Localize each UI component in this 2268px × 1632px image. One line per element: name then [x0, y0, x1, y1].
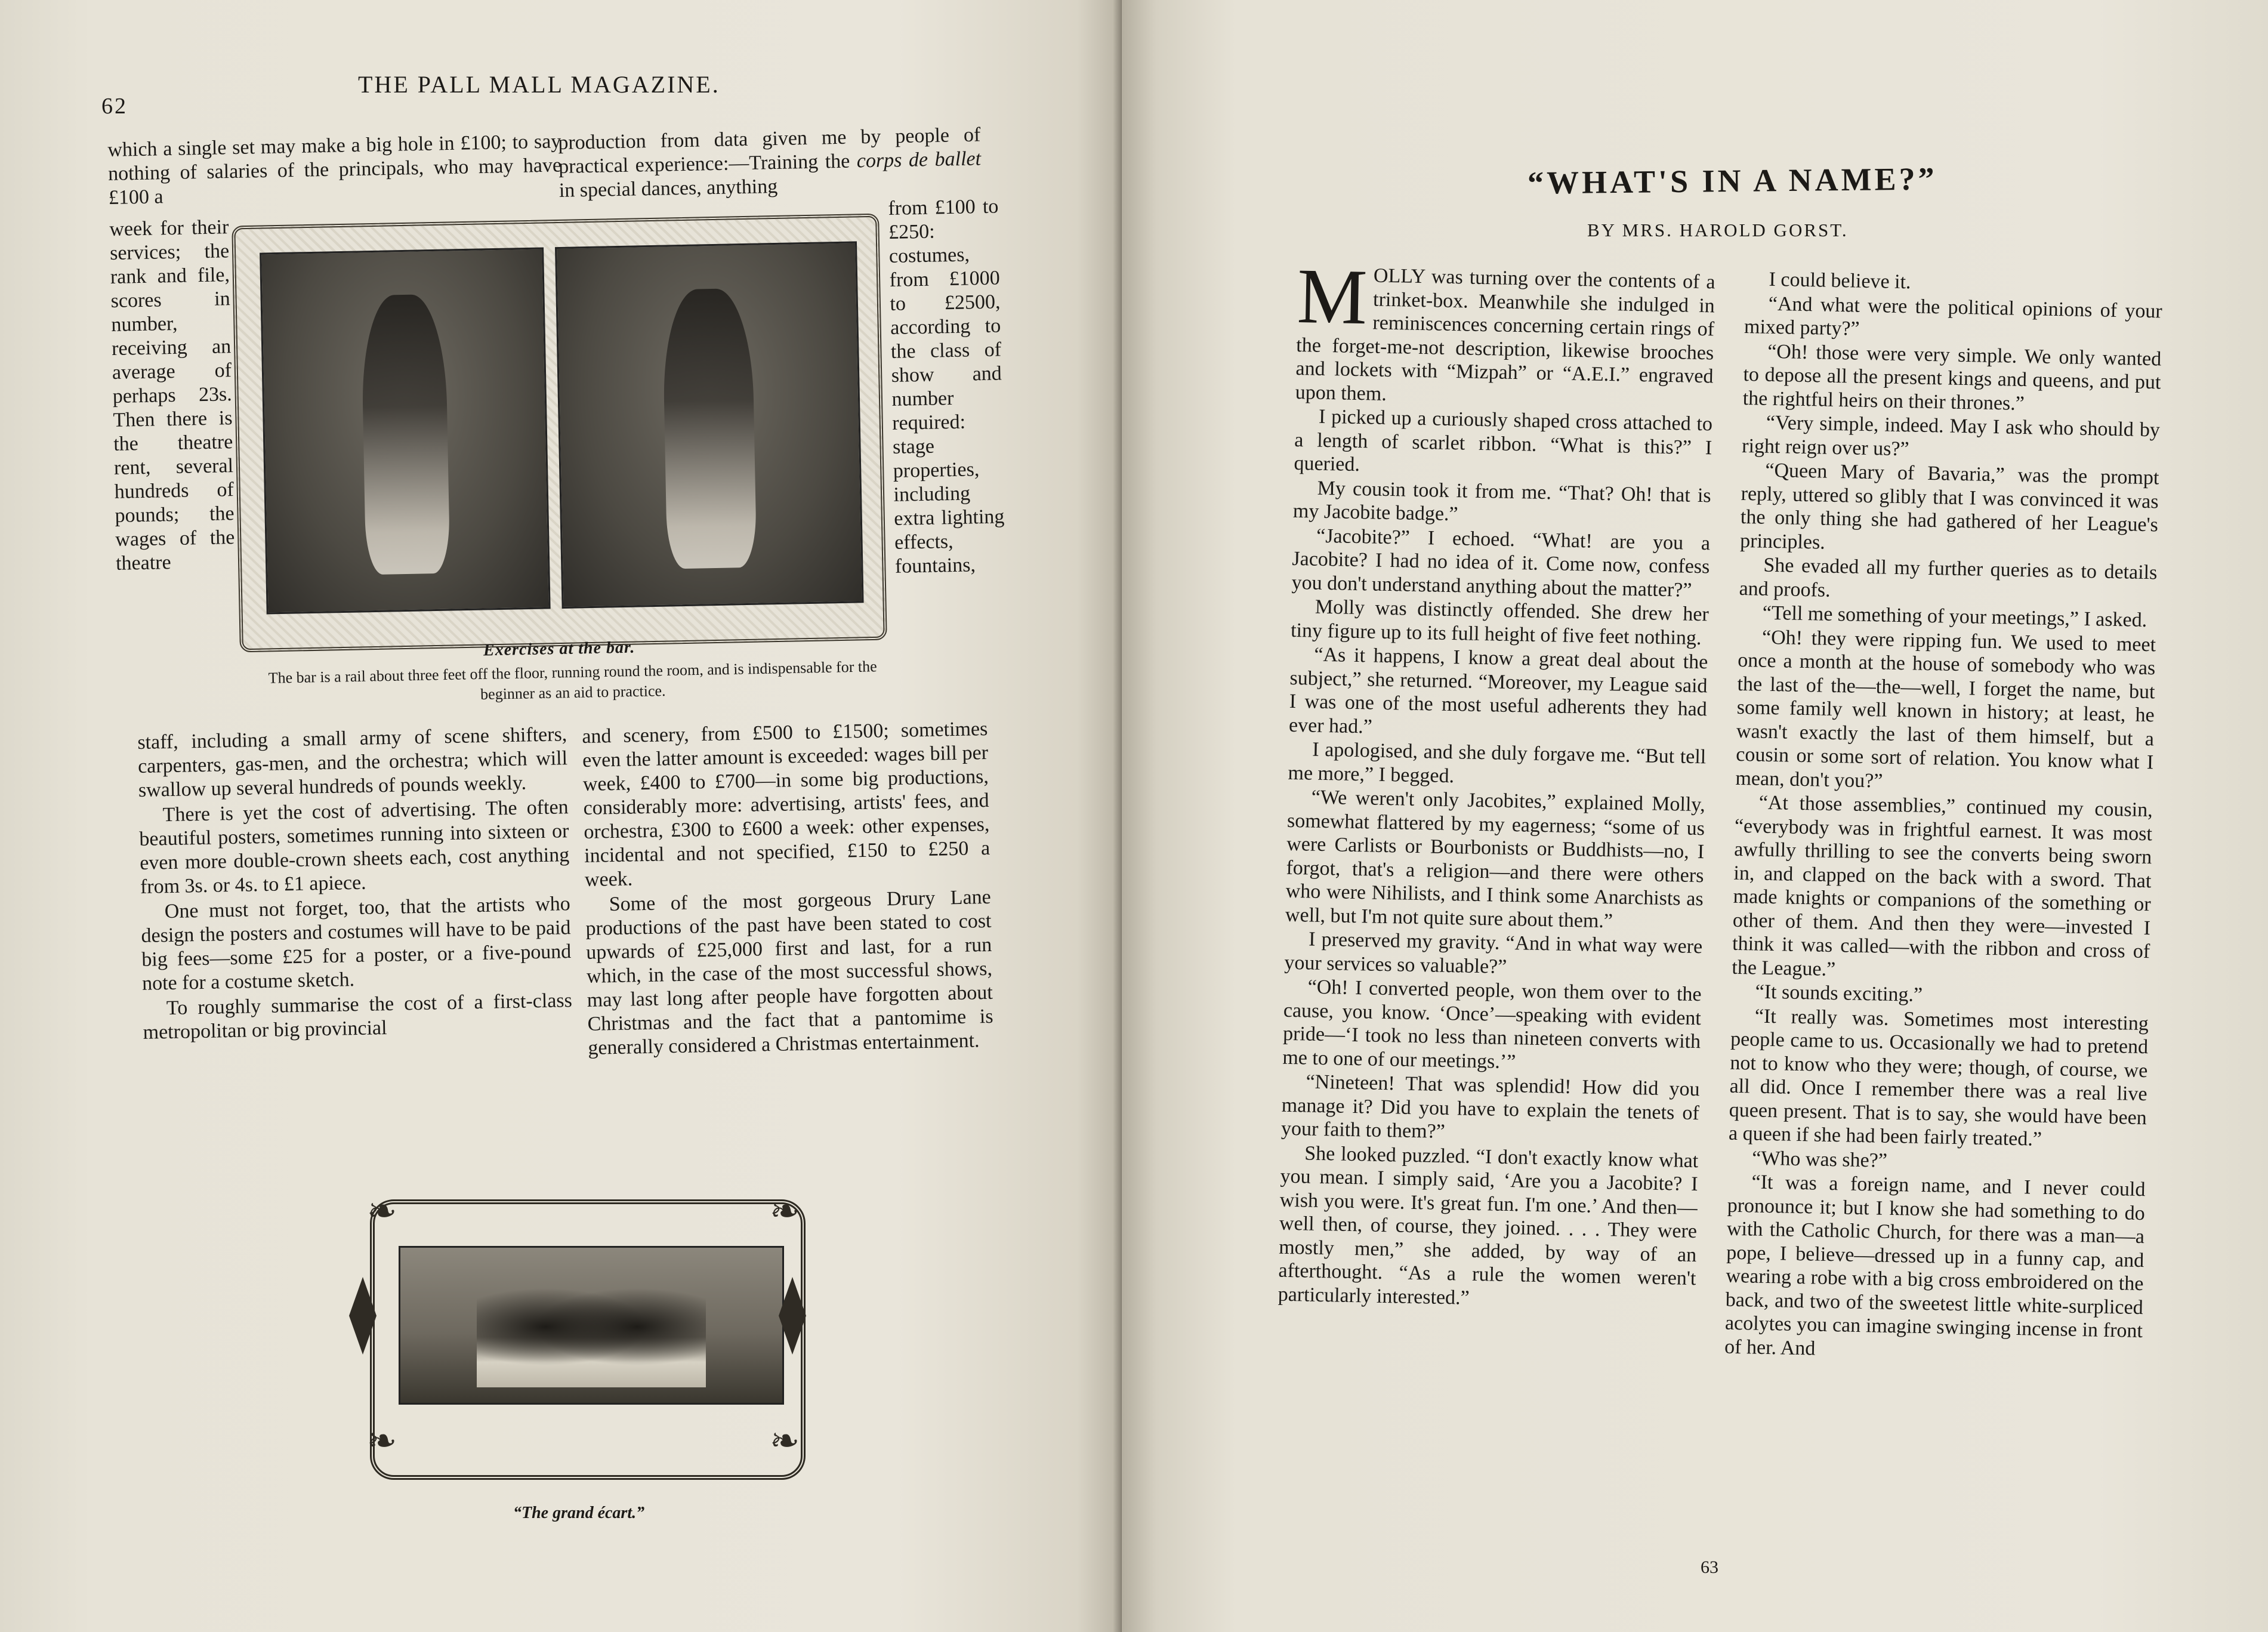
paragraph: My cousin took it from me. “That? Oh! that is my Jacobite badge.”: [1292, 477, 1711, 526]
dancer-figure: [360, 294, 450, 575]
paragraph: “As it happens, I know a great deal about the subject,” she returned. “Moreover, my League said I was one of the most useful adherents they had ever had.”: [1288, 643, 1708, 738]
exercise-photo-frame: [232, 214, 887, 653]
right-col2: [1724, 267, 2163, 1367]
dancers-figure: [477, 1287, 706, 1387]
right-col1: [1278, 252, 1715, 1315]
left-col1-bottom: [137, 723, 573, 1046]
paragraph: I picked up a curiously shaped cross attached to a length of scarlet ribbon. “What is this?” I queried.: [1294, 405, 1713, 476]
paragraph: She looked puzzled. “I don't exactly know what you mean. I simply said, ‘Are you a Jacobite? I wish you were. It's great fun. I'm one.’ And then—well then, of course, they joined. . . . They were mostly men,” she added, by way of an afterthought. “As a rule the women weren't particularly interested.”: [1278, 1142, 1699, 1309]
text-run: production from data given me by people of practical experience:—Training the: [558, 124, 981, 178]
left-col2-bottom: [582, 717, 994, 1062]
paragraph: which a single set may make a big hole in £100; to say nothing of salaries of the principals, who may have £100 a: [107, 130, 562, 209]
paragraph: “At those assemblies,” continued my cousin, “everybody was in frightful earnest. It was most awfully thrilling to see the converts being sworn in, and clapped on the back with a sword. That made knights or companions of the something or other of them. And then they were—invested I think it was called—with the ribbon and cross of the League.”: [1732, 791, 2153, 980]
paragraph: One must not forget, too, that the artists who design the posters and costumes will have to be paid big fees—some £25 for a poster, or a five-pound note for a costume sketch.: [141, 893, 572, 995]
paragraph: I preserved my gravity. “And in what way were your services so valuable?”: [1284, 928, 1703, 978]
paragraph: Molly was distinctly offended. She drew her tiny figure up to its full height of five feet nothing.: [1290, 596, 1710, 649]
paragraph: “Oh! I converted people, won them over to the cause, you know. ‘Once’—speaking with evident pride—‘I took no less than nineteen converts with me to one of our meetings.’”: [1282, 976, 1702, 1073]
figure1-subcaption: The bar is a rail about three feet off the floor, running round the room, and is indispensable for the beginner as an aid to practice.: [268, 658, 877, 703]
paragraph: [558, 123, 982, 203]
grand-ecart-photo-frame: [370, 1199, 806, 1480]
figure1-caption: Exercises at the bar.: [483, 638, 635, 660]
paragraph: Some of the most gorgeous Drury Lane productions of the past have been stated to cost upwards of £25,000 first and last, for a run which, in the case of the most successful shows, may last long after people have forgotten about Christmas and the fact that a pantomime is generally considered a Christmas entertainment.: [585, 886, 993, 1059]
dancer-photo-right: [555, 241, 864, 609]
paragraph: I could believe it.: [1769, 268, 1911, 294]
paragraph: To roughly summarise the cost of a first-class metropolitan or big provincial: [143, 989, 573, 1044]
paragraph: “And what were the political opinions of your mixed party?”: [1744, 292, 2163, 340]
left-col2-narrow: [888, 195, 1005, 578]
article-title: “WHAT'S IN A NAME?”: [1527, 161, 1937, 201]
paragraph: [1295, 252, 1715, 412]
left-col2-top: [558, 123, 982, 204]
paragraph: week for their services; the rank and file, scores in number, receiving an average of perhaps 23s. Then there is the theatre rent, several hundreds of pounds; the wages of the theatre: [109, 216, 235, 575]
paragraph: “Oh! those were very simple. We only wanted to depose all the present kings and queens, and put the rightful heirs on their thrones.”: [1742, 340, 2162, 415]
paragraph: “Jacobite?” I echoed. “What! are you a Jacobite? I had no idea of it. Come now, confess you don't understand anything about the matter?”: [1291, 525, 1711, 601]
text-run: in special dances, anything: [558, 175, 778, 202]
paragraph: “It sounds exciting.”: [1755, 980, 1923, 1006]
paragraph: “It was a foreign name, and I never could pronounce it; but I know she had something to do with the Catholic Church, for there was a man—a pope, I believe—dressed up in a funny cap, and wearing a robe with a big cross embroidered on the back, and two of the sweetest little white-surpliced acolytes you can imagine swinging incense in front of her. And: [1724, 1171, 2146, 1360]
paragraph: “Nineteen! That was splendid! How did you manage it? Did you have to explain the tenets of your faith to them?”: [1280, 1070, 1700, 1143]
text-run: OLLY was turning over the contents of a trinket-box. Meanwhile she indulged in reminiscences concerning certain rings of the forget-me-not description, likewise brooches and lockets with “Mizpah” or “A.E.I.” engraved upon them.: [1295, 264, 1715, 405]
left-page: [0, 0, 1122, 1632]
scroll-ornament-icon: ❧: [367, 1192, 397, 1231]
paragraph: “Oh! they were ripping fun. We used to meet once a month at the house of somebody who was the last of the—the—well, I forget the name, but some family well known in history; at least, he wasn't exactly the last of them himself, but a cousin or some sort of relation. You know what I mean, don't you?”: [1735, 626, 2156, 792]
scroll-ornament-icon: ❧: [367, 1421, 397, 1461]
scroll-ornament-icon: ❧: [770, 1421, 800, 1461]
drop-cap: M: [1296, 252, 1368, 341]
figure2-caption: “The grand écart.”: [513, 1504, 645, 1522]
page-number-left: 62: [101, 94, 128, 119]
paragraph: “Queen Mary of Bavaria,” was the prompt reply, uttered so glibly that I was convinced it was the only thing she had gathered of her League's principles.: [1739, 459, 2159, 554]
paragraph: “Who was she?”: [1751, 1146, 1888, 1172]
left-col1-top: [107, 129, 562, 211]
article-byline: BY MRS. HAROLD GORST.: [1587, 220, 1849, 240]
italic-run: corps de ballet: [856, 147, 982, 172]
paragraph: She evaded all my further queries as to details and proofs.: [1739, 554, 2158, 601]
scroll-ornament-icon: ❧: [770, 1192, 800, 1231]
dancer-figure: [662, 288, 757, 569]
paragraph: “Tell me something of your meetings,” I asked.: [1762, 601, 2147, 632]
paragraph: “We weren't only Jacobites,” explained Molly, somewhat flattered by my eagerness; “some of us were Carlists or Bourbonists or Buddhists—no, I forgot, that's a religion—and there were others who were Nihilists, and I think some Anarchists as well, but I'm not quite sure about them.”: [1285, 786, 1706, 932]
dancer-photo-left: [260, 247, 551, 614]
grand-ecart-photo: [399, 1246, 784, 1405]
paragraph: staff, including a small army of scene shifters, carpenters, gas-men, and the orchestra; which will swallow up several hundreds of pounds weekly.: [137, 723, 568, 801]
magazine-title: THE PALL MALL MAGAZINE.: [358, 71, 720, 98]
left-col1-narrow: [109, 215, 235, 576]
paragraph: “It really was. Sometimes most interesting people came to us. Occasionally we had to pretend not to know who they were; though, of course, we all did. Once I remember there was a real live queen present. That is to say, she would have been a queen if she had been fairly treated.”: [1728, 1005, 2149, 1150]
paragraph: There is yet the cost of advertising. The often beautiful posters, sometimes running into sixteen or even more double-crown sheets each, cost anything from 3s. or 4s. to £1 apiece.: [139, 796, 570, 898]
paragraph: “Very simple, indeed. May I ask who should by right reign over us?”: [1741, 411, 2161, 460]
paragraph: and scenery, from £500 to £1500; sometimes even the latter amount is exceeded: wages bill per week, £400 to £700—in some big productions, considerably more: advertising, artists' fees, and orchestra, £300 to £600 a week: other expenses, incidental and not specified, £150 to £250 a week.: [582, 717, 990, 891]
paragraph: from £100 to £250: costumes, from £1000 to £2500, according to the class of show and number required: stage properties, including extra lighting effects, fountains,: [888, 195, 1005, 578]
paragraph: I apologised, and she duly forgave me. “But tell me more,” I begged.: [1288, 738, 1707, 787]
page-number-right: 63: [1701, 1557, 1718, 1577]
